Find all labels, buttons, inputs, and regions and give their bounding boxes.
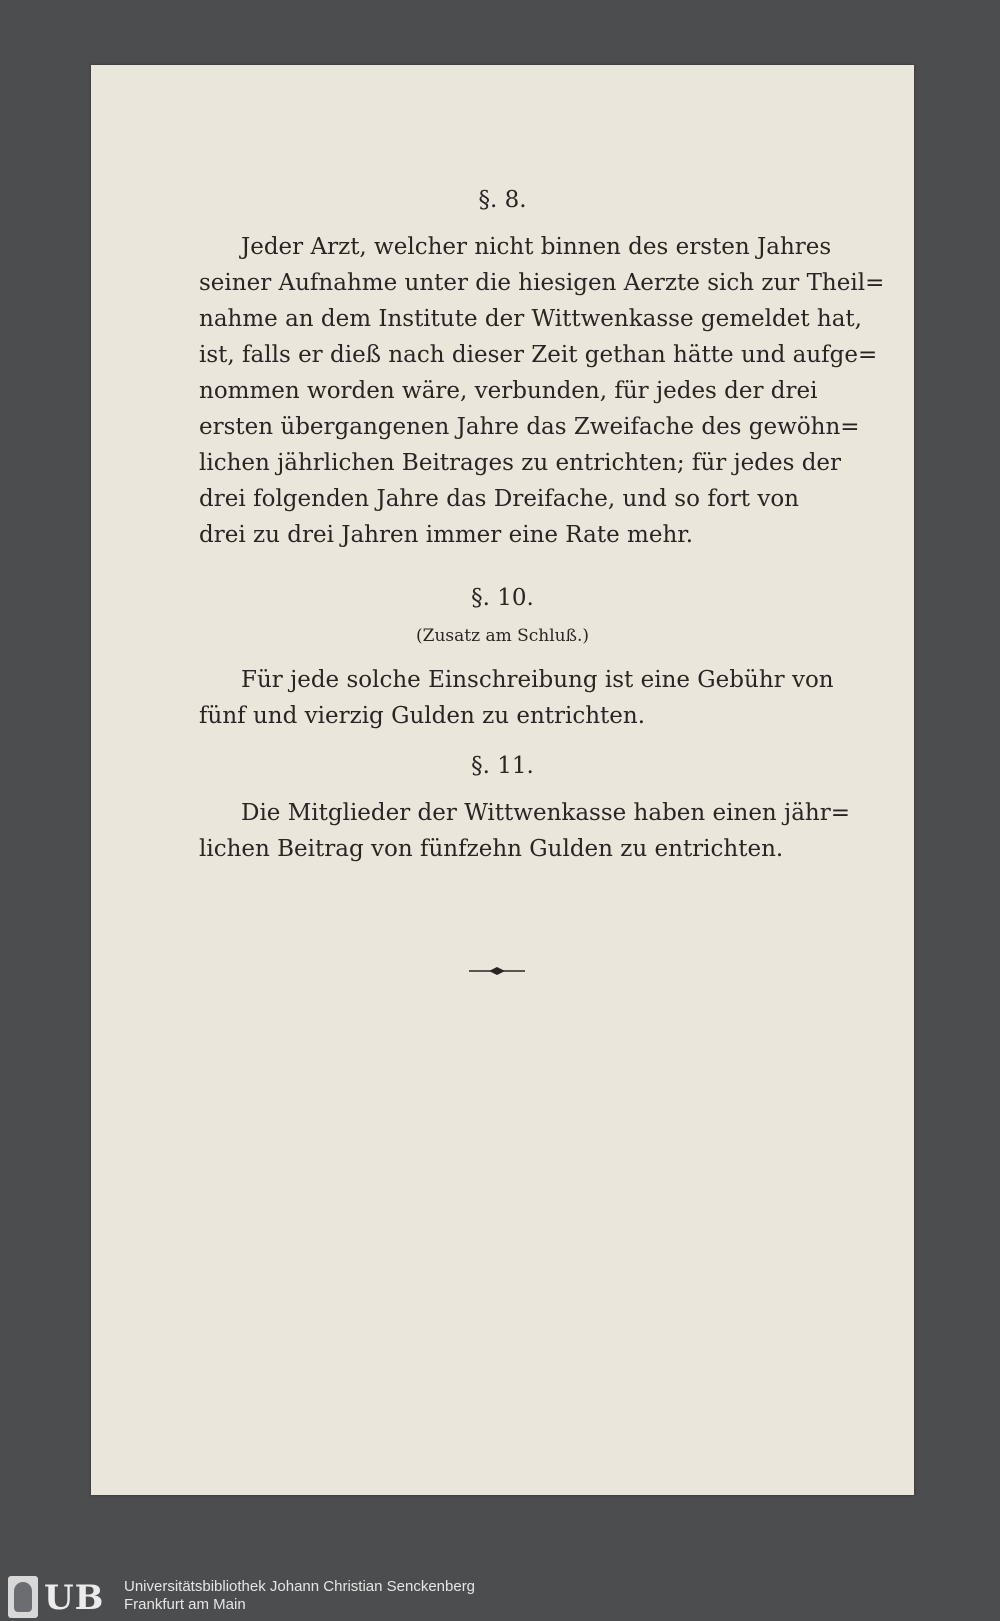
ub-logo-text: UB (44, 1578, 105, 1618)
ornament-divider-icon (469, 965, 525, 977)
ub-logo[interactable] (8, 1576, 114, 1618)
section-8-line: nommen worden wäre, verbunden, für jedes der drei (199, 378, 818, 404)
section-11-line: lichen Beitrag von fünfzehn Gulden zu entrichten. (199, 836, 784, 862)
library-crest-icon (8, 1576, 38, 1618)
section-11-line: Die Mitglieder der Wittwenkasse haben einen jähr= (241, 800, 850, 826)
library-name-line-1: Universitätsbibliothek Johann Christian Senckenberg (124, 1578, 476, 1595)
section-10-heading: §. 10. (471, 585, 534, 611)
section-10-line: Für jede solche Einschreibung ist eine Gebühr von (241, 667, 834, 693)
section-8-line: Jeder Arzt, welcher nicht binnen des ersten Jahres (241, 234, 832, 260)
section-8-line: ist, falls er dieß nach dieser Zeit gethan hätte und aufge= (199, 342, 878, 368)
section-8-line: ersten übergangenen Jahre das Zweifache des gewöhn= (199, 414, 860, 440)
section-8-line: drei zu drei Jahren immer eine Rate mehr. (199, 522, 694, 548)
section-8-line: seiner Aufnahme unter die hiesigen Aerzte sich zur Theil= (199, 270, 885, 296)
section-10-subheading: (Zusatz am Schluß.) (416, 626, 589, 646)
document-page (91, 65, 914, 1495)
library-name (124, 1578, 475, 1614)
section-8-heading: §. 8. (478, 187, 527, 213)
library-name-line-2: Frankfurt am Main (124, 1596, 246, 1613)
section-11-heading: §. 11. (471, 753, 534, 779)
section-8-line: drei folgenden Jahre das Dreifache, und so fort von (199, 486, 799, 512)
section-8-line: lichen jährlichen Beitrages zu entrichten; für jedes der (199, 450, 842, 476)
section-8-line: nahme an dem Institute der Wittwenkasse gemeldet hat, (199, 306, 862, 332)
section-10-line: fünf und vierzig Gulden zu entrichten. (199, 703, 646, 729)
library-footer (0, 1572, 1000, 1621)
